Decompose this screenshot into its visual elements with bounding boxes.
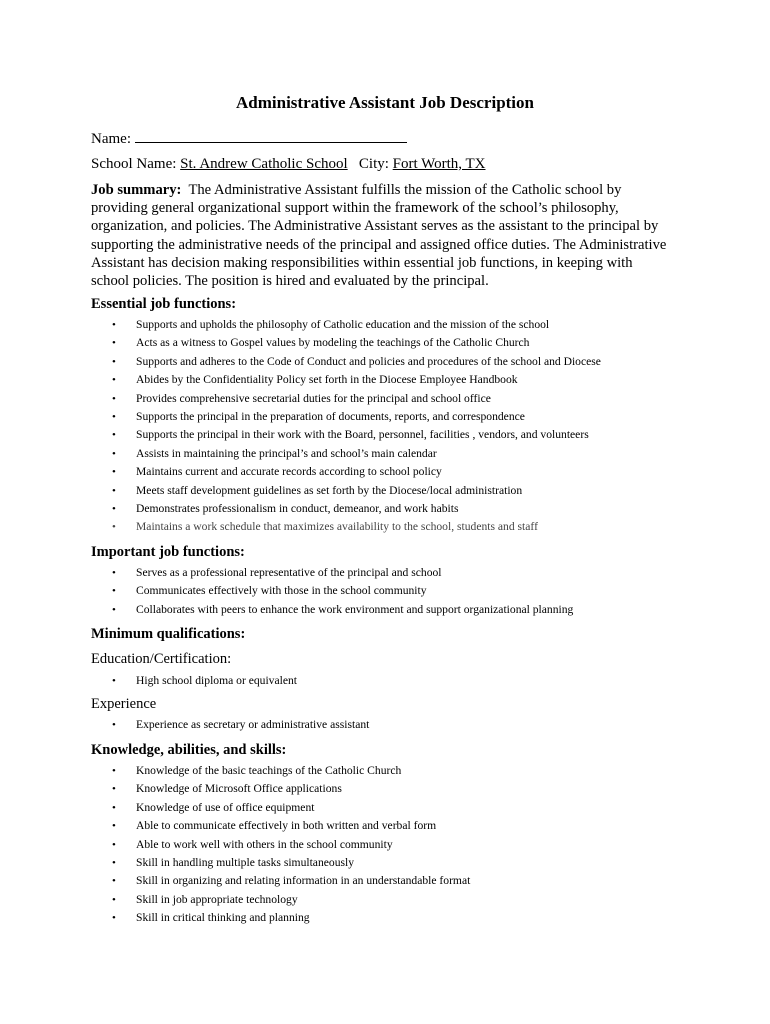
essential-list [0, 316, 601, 537]
summary-text: The Administrative Assistant fulfills the mission of the Catholic school by providing general organizational support within the framework of the school’s philosophy, organization, and policies. The Administrative Assistant serves as the assistant to the principal by supporting the administrative needs of the principal and assigned office duties. The Administrative Assistant has decision making responsibilities within essential job functions, in keeping with school policies. The position is hired and evaluated by the principal. [91, 182, 667, 290]
list-item-text: Demonstrates professionalism in conduct, demeanor, and work habits [136, 501, 459, 515]
bullet-icon: • [112, 912, 116, 925]
list-item-text: Skill in handling multiple tasks simultaneously [136, 855, 355, 869]
list-item [0, 518, 601, 536]
list-item [0, 426, 601, 444]
bullet-icon: • [112, 355, 116, 368]
name-blank-field[interactable] [135, 128, 407, 143]
bullet-icon: • [112, 675, 116, 687]
bullet-icon: • [112, 521, 116, 534]
bullet-icon: • [112, 801, 116, 814]
list-item [0, 799, 470, 817]
list-item-text: Meets staff development guidelines as set forth by the Diocese/local administration [136, 483, 523, 497]
list-item-text: Maintains a work schedule that maximizes availability to the school, students and staff [136, 520, 538, 534]
list-item [0, 836, 470, 854]
job-summary [91, 181, 671, 290]
list-item [0, 891, 470, 909]
list-item-text: Supports and upholds the philosophy of Catholic education and the mission of the school [136, 318, 550, 331]
essential-heading: Essential job functions: [91, 296, 237, 312]
bullet-icon: • [112, 820, 116, 833]
minimum-heading: Minimum qualifications: [91, 626, 246, 642]
list-item [0, 872, 470, 890]
bullet-icon: • [112, 765, 116, 777]
bullet-icon: • [112, 585, 116, 598]
list-item-text: Able to work well with others in the school community [136, 837, 393, 851]
list-item-text: Supports and adheres to the Code of Conduct and policies and procedures of the school and Diocese [136, 354, 601, 368]
bullet-icon: • [112, 374, 116, 387]
list-item [0, 408, 601, 426]
experience-label: Experience [91, 696, 157, 712]
bullet-icon: • [112, 319, 116, 331]
bullet-icon: • [112, 783, 116, 796]
list-item [0, 582, 573, 600]
list-item-text: Abides by the Confidentiality Policy set forth in the Diocese Employee Handbook [136, 373, 518, 387]
knowledge-heading: Knowledge, abilities, and skills: [91, 742, 287, 758]
list-item [0, 445, 601, 463]
list-item [0, 463, 601, 481]
bullet-icon: • [112, 337, 116, 350]
bullet-icon: • [112, 893, 116, 906]
list-item-text: Supports the principal in their work with the Board, personnel, facilities , vendors, and volunteers [136, 428, 589, 442]
list-item-text: Acts as a witness to Gospel values by modeling the teachings of the Catholic Church [136, 336, 530, 350]
name-label: Name: [91, 131, 131, 147]
city-label: City: [358, 156, 389, 172]
bullet-icon: • [112, 410, 116, 423]
list-item-text: Supports the principal in the preparation of documents, reports, and correspondence [136, 409, 525, 423]
school-label: School Name: [91, 156, 177, 172]
school-line [91, 156, 486, 173]
list-item-text: Knowledge of use of office equipment [136, 800, 315, 814]
list-item [0, 371, 601, 389]
list-item-text: Maintains current and accurate records according to school policy [136, 465, 442, 479]
list-item-text: Provides comprehensive secretarial duties for the principal and school office [136, 391, 491, 405]
bullet-icon: • [112, 567, 116, 579]
list-item [0, 482, 601, 500]
list-item-text: Serves as a professional representative of the principal and school [136, 566, 442, 579]
list-item [0, 601, 573, 619]
bullet-icon: • [112, 484, 116, 497]
important-heading: Important job functions: [91, 544, 245, 560]
list-item-text: Experience as secretary or administrative assistant [136, 718, 370, 731]
list-item [0, 817, 470, 835]
list-item-text: Skill in critical thinking and planning [136, 911, 310, 925]
bullet-icon: • [112, 392, 116, 405]
bullet-icon: • [112, 502, 116, 515]
list-item [0, 672, 297, 690]
name-line [91, 128, 407, 148]
list-item [0, 780, 470, 798]
list-item [0, 762, 470, 780]
bullet-icon: • [112, 875, 116, 888]
summary-label: Job summary: [91, 182, 182, 198]
list-item-text: Collaborates with peers to enhance the work environment and support organizational planning [136, 602, 574, 616]
list-item-text: Skill in job appropriate technology [136, 892, 298, 906]
list-item [0, 390, 601, 408]
list-item-text: Knowledge of the basic teachings of the Catholic Church [136, 764, 402, 777]
education-list [0, 672, 297, 690]
list-item-text: Able to communicate effectively in both written and verbal form [136, 819, 437, 833]
bullet-icon: • [112, 719, 116, 731]
list-item [0, 500, 601, 518]
experience-list [0, 716, 369, 734]
document-title: Administrative Assistant Job Description [236, 93, 534, 112]
education-label: Education/Certification: [91, 651, 232, 667]
list-item-text: High school diploma or equivalent [136, 674, 297, 687]
knowledge-list [0, 762, 470, 928]
bullet-icon: • [112, 856, 116, 869]
list-item [0, 909, 470, 927]
list-item [0, 564, 573, 582]
city-value: Fort Worth, TX [392, 156, 486, 172]
list-item [0, 716, 369, 734]
list-item-text: Knowledge of Microsoft Office applications [136, 782, 342, 796]
bullet-icon: • [112, 603, 116, 616]
list-item-text: Skill in organizing and relating information in an understandable format [136, 874, 471, 888]
list-item [0, 353, 601, 371]
bullet-icon: • [112, 838, 116, 851]
bullet-icon: • [112, 466, 116, 479]
important-list [0, 564, 573, 619]
bullet-icon: • [112, 429, 116, 442]
list-item [0, 334, 601, 352]
list-item [0, 316, 601, 334]
list-item-text: Assists in maintaining the principal’s and school’s main calendar [136, 446, 437, 460]
bullet-icon: • [112, 447, 116, 460]
list-item [0, 854, 470, 872]
school-value: St. Andrew Catholic School [180, 156, 348, 172]
list-item-text: Communicates effectively with those in the school community [136, 584, 427, 598]
